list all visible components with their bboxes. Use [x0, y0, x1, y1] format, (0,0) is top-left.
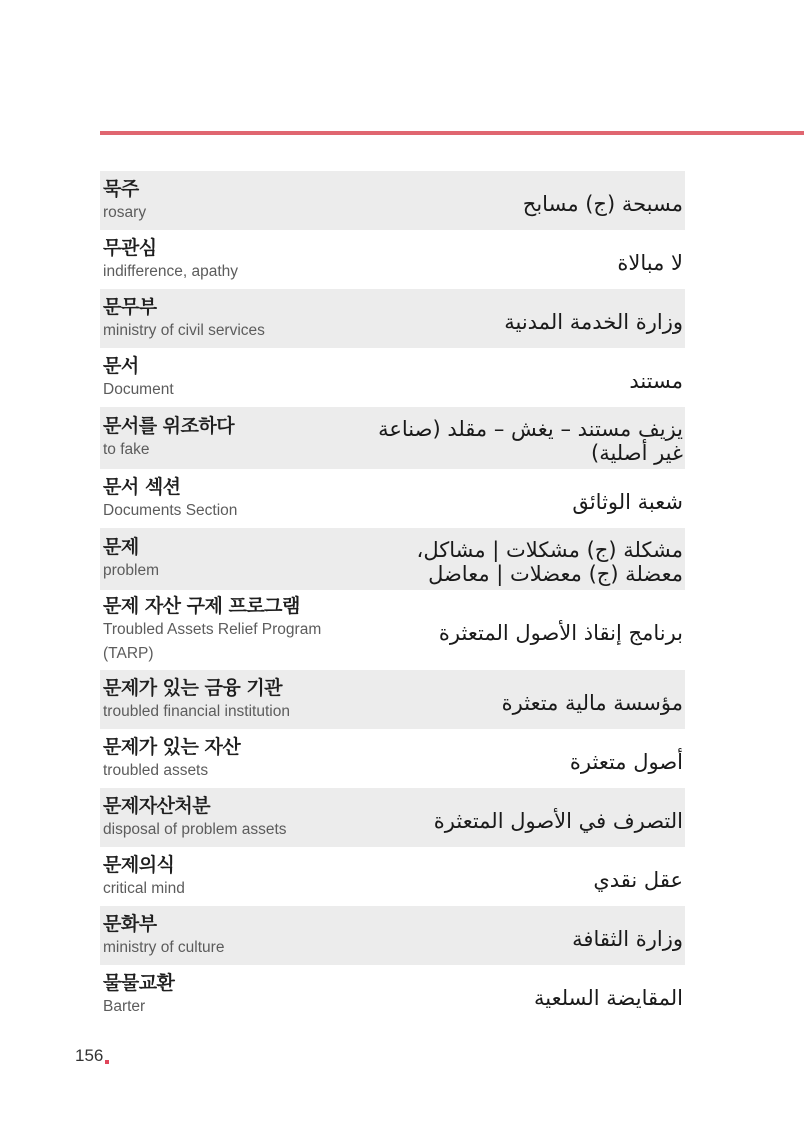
page-number: 156 — [75, 1046, 104, 1065]
english-translation: troubled assets — [103, 761, 209, 779]
entry-source — [103, 414, 353, 462]
arabic-translation: مؤسسة مالية متعثرة — [501, 690, 683, 715]
korean-term: 문서 섹션 — [103, 475, 181, 498]
entry-source — [103, 354, 353, 402]
glossary-entry — [100, 348, 685, 407]
korean-term: 물물교환 — [103, 971, 175, 994]
korean-term: 문제의식 — [103, 853, 175, 876]
glossary-entry — [100, 171, 685, 230]
entry-source — [103, 794, 353, 842]
glossary-table — [100, 171, 685, 1024]
glossary-entry — [100, 788, 685, 847]
korean-term: 문서를 위조하다 — [103, 415, 235, 437]
entry-source — [103, 475, 353, 523]
glossary-entry — [100, 528, 685, 590]
arabic-translation: وزارة الخدمة المدنية — [504, 309, 683, 334]
arabic-translation: أصول متعثرة — [569, 749, 683, 774]
glossary-entry — [100, 906, 685, 965]
arabic-translation: لا مبالاة — [617, 250, 683, 275]
entry-source — [103, 853, 353, 901]
arabic-translation: التصرف في الأصول المتعثرة — [433, 808, 683, 833]
entry-source — [103, 912, 353, 960]
korean-term: 묵주 — [103, 177, 139, 200]
english-translation: to fake — [103, 441, 150, 458]
english-translation: rosary — [103, 203, 147, 221]
glossary-entry — [100, 729, 685, 788]
entry-source — [103, 971, 353, 1019]
korean-term: 문제자산처분 — [103, 794, 211, 817]
arabic-translation: مسبحة (ج) مسابح — [522, 191, 683, 216]
korean-term: 문제가 있는 금융 기관 — [103, 676, 283, 699]
entry-source — [103, 295, 353, 343]
arabic-translation: يزيف مستند – يغش – مقلد (صناعة غير أصلية) — [378, 417, 683, 465]
english-translation: Troubled Assets Relief Program (TARP) — [103, 621, 322, 662]
entry-source — [103, 594, 353, 666]
arabic-translation: وزارة الثقافة — [572, 926, 683, 951]
glossary-entry — [100, 289, 685, 348]
english-translation: troubled financial institution — [103, 702, 290, 720]
glossary-entry — [100, 407, 685, 469]
entry-source — [103, 236, 353, 284]
english-translation: ministry of culture — [103, 938, 225, 956]
korean-term: 문무부 — [103, 295, 157, 318]
english-translation: critical mind — [103, 879, 185, 897]
header-rule — [100, 131, 804, 135]
entry-source — [103, 177, 353, 225]
arabic-translation: عقل نقدي — [593, 867, 683, 892]
arabic-translation: شعبة الوثائق — [572, 489, 683, 514]
english-translation: indifference, apathy — [103, 262, 239, 280]
glossary-entry — [100, 965, 685, 1024]
arabic-translation: برنامج إنقاذ الأصول المتعثرة — [438, 621, 683, 645]
korean-term: 문제 — [103, 536, 139, 558]
arabic-translation: مستند — [629, 368, 683, 393]
arabic-translation: المقايضة السلعية — [533, 985, 683, 1010]
english-translation: ministry of civil services — [103, 321, 265, 339]
korean-term: 문제가 있는 자산 — [103, 735, 241, 758]
english-translation: disposal of problem assets — [103, 820, 287, 838]
page-number-dot — [105, 1060, 109, 1064]
glossary-entry — [100, 469, 685, 528]
korean-term: 문서 — [103, 354, 139, 377]
korean-term: 문제 자산 구제 프로그램 — [103, 595, 300, 617]
english-translation: problem — [103, 562, 159, 579]
entry-source — [103, 735, 353, 783]
entry-source — [103, 535, 353, 583]
glossary-entry — [100, 847, 685, 906]
glossary-entry — [100, 590, 685, 670]
arabic-translation: مشكلة (ج) مشكلات | مشاكل، معضلة (ج) معضلات | معاضل — [416, 538, 683, 586]
english-translation: Documents Section — [103, 501, 238, 519]
glossary-entry — [100, 230, 685, 289]
english-translation: Barter — [103, 997, 146, 1015]
korean-term: 문화부 — [103, 912, 157, 935]
glossary-entry — [100, 670, 685, 729]
english-translation: Document — [103, 380, 174, 398]
korean-term: 무관심 — [103, 236, 157, 259]
entry-source — [103, 676, 353, 724]
